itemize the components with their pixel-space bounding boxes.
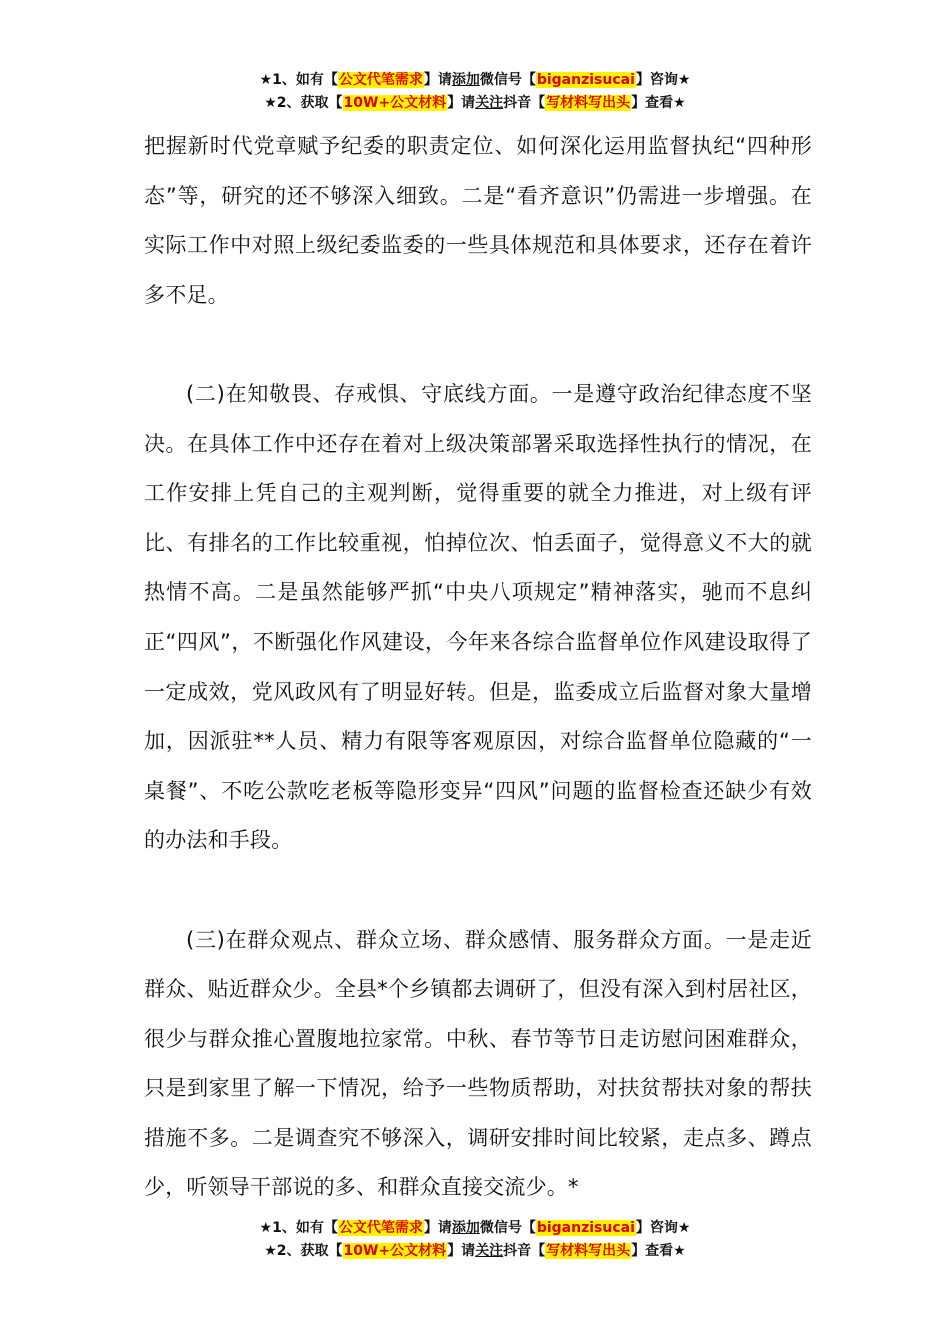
paragraph-section-3: (三)在群众观点、群众立场、群众感情、服务群众方面。一是走近群众、贴近群众少。全县*个乡镇都去调研了，但没有深入到村居社区，很少与群众推心置腹地拉家常。中秋、春节等节日走访慰问困难群众，只是到家里了解一下情况，给予一些物质帮助，对扶贫帮扶对象的帮扶措施不多。二是调查究不够深入，调研安排时间比较紧，走点多、蹲点少，听领导干部说的多、和群众直接交流少。*: [144, 927, 812, 1200]
banner-text: 】查看★: [631, 1243, 686, 1259]
document-body: [144, 122, 812, 1213]
paragraph-gap: [144, 320, 812, 370]
footer-banner: [0, 1217, 950, 1263]
paragraph-continuation: 把握新时代党章赋予纪委的职责定位、如何深化运用监督执纪“四种形态”等，研究的还不够深入细致。二是“看齐意识”仍需进一步增强。在实际工作中对照上级纪委监委的一些具体规范和具体要求，还存在着许多不足。: [144, 134, 812, 307]
banner-text: 微信号【: [479, 72, 536, 88]
banner-highlight: biganzisucai: [536, 72, 635, 88]
banner-highlight: 写材料写出头: [546, 1243, 631, 1259]
banner-highlight: 写材料写出头: [546, 95, 631, 111]
banner-emphasis: 添加: [451, 72, 480, 88]
banner-highlight: 10W+公文材料: [343, 95, 447, 111]
paragraph-gap: [144, 866, 812, 916]
banner-text: ★2、获取【: [264, 1243, 343, 1259]
banner-text: 微信号【: [479, 1220, 536, 1236]
banner-highlight: 10W+公文材料: [343, 1243, 447, 1259]
banner-highlight: 公文代笔需求: [338, 72, 423, 88]
banner-text: 】请: [447, 1243, 476, 1259]
banner-text: 】咨询★: [635, 1220, 691, 1236]
header-banner: [0, 69, 950, 115]
banner-highlight: biganzisucai: [536, 1220, 635, 1236]
banner-text: 】咨询★: [635, 72, 691, 88]
banner-line-2: [0, 92, 950, 115]
banner-text: 】请: [447, 95, 476, 111]
banner-text: 抖音【: [503, 95, 546, 111]
banner-text: 】请: [423, 1220, 452, 1236]
banner-highlight: 公文代笔需求: [338, 1220, 423, 1236]
banner-emphasis: 关注: [475, 1243, 504, 1259]
banner-emphasis: 添加: [451, 1220, 480, 1236]
banner-text: 】请: [423, 72, 452, 88]
banner-text: 】查看★: [631, 95, 686, 111]
banner-line-1: [0, 1217, 950, 1240]
banner-text: ★1、如有【: [259, 72, 338, 88]
banner-line-1: [0, 69, 950, 92]
banner-emphasis: 关注: [475, 95, 504, 111]
banner-text: ★2、获取【: [264, 95, 343, 111]
banner-text: ★1、如有【: [259, 1220, 338, 1236]
paragraph-section-2: (二)在知敬畏、存戒惧、守底线方面。一是遵守政治纪律态度不坚决。在具体工作中还存在着对上级决策部署采取选择性执行的情况，在工作安排上凭自己的主观判断，觉得重要的就全力推进，对上级有评比、有排名的工作比较重视，怕掉位次、怕丢面子，觉得意义不大的就热情不高。二是虽然能够严抓“中央八项规定”精神落实，驰而不息纠正“四风”，不断强化作风建设，今年来各综合监督单位作风建设取得了一定成效，党风政风有了明显好转。但是，监委成立后监督对象大量增加，因派驻**人员、精力有限等客观原因，对综合监督单位隐藏的“一桌餐”、不吃公款吃老板等隐形变异“四风”问题的监督检查还缺少有效的办法和手段。: [144, 381, 812, 853]
banner-text: 抖音【: [503, 1243, 546, 1259]
banner-line-2: [0, 1240, 950, 1263]
